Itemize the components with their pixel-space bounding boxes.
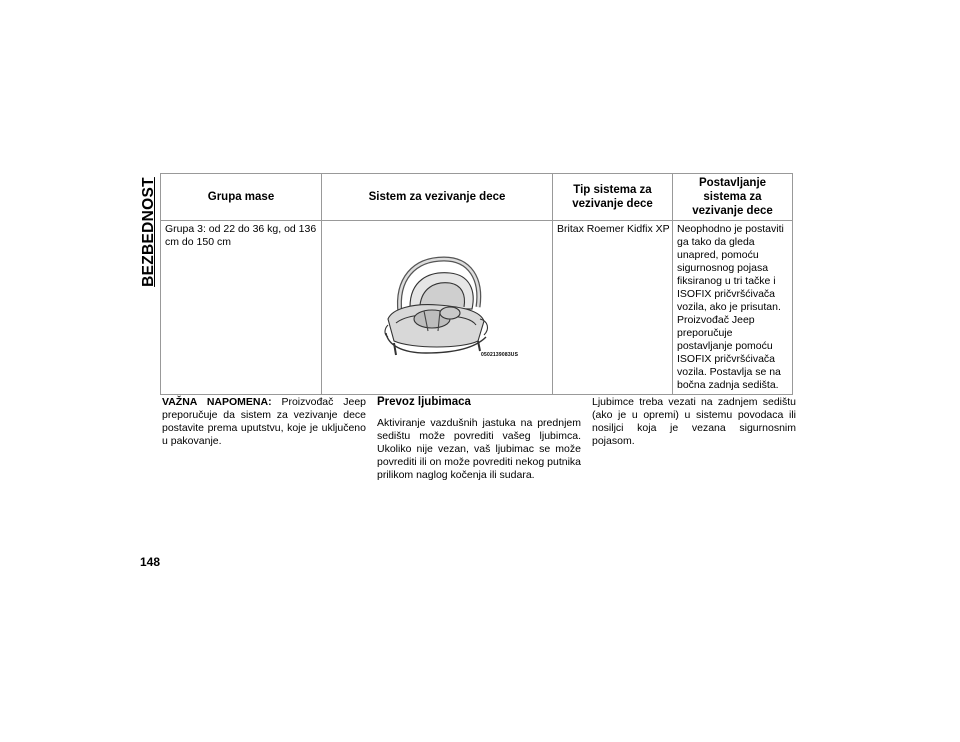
cell-installation: Neophodno je postaviti ga tako da gleda unapred, pomoću sigurnosnog pojasa fiksiranog u tri tačke i ISOFIX pričvršćivača vozila, ako je prisutan. Proizvođač Jeep preporučuje postavljanje pomoću ISOFIX pričvršćivača vozila. Postavlja se na bočna zadnja sedišta. [673,221,793,395]
pets-paragraph: Aktiviranje vazdušnih jastuka na prednjem sedištu može povrediti vašeg ljubimca. Ukoliko nije vezan, vaš ljubimac se može povrediti ili on može povrediti nekog putnika prilikom naglog kočenja ili sudara. [377,417,581,481]
header-mass-group: Grupa mase [161,174,322,221]
pets-heading: Prevoz ljubimaca [377,396,471,408]
table-row [161,221,793,395]
important-note [162,396,366,448]
header-installation: Postavljanje sistema za vezivanje dece [673,174,793,221]
header-system-type: Tip sistema za vezivanje dece [553,174,673,221]
section-title-vertical [138,172,160,292]
page-number: 148 [140,555,161,569]
header-restraint-system: Sistem za vezivanje dece [322,174,553,221]
note-text: Proizvođač Jeep preporučuje da sistem za vezivanje dece postavite prema uputstvu, koje je uključeno u pakovanje. [162,396,366,447]
child-seat-table [160,173,793,395]
pets-paragraph-2: Ljubimce treba vezati na zadnjem sedištu (ako je u opremi) u sistemu povodaca ili nosiljci koja je vezana sigurnosnim pojasom. [592,396,796,447]
cell-seat-image [322,221,553,395]
cell-system-type: Britax Roemer Kidfix XP [553,221,673,395]
note-column [162,396,366,448]
pets-column [377,396,581,482]
pets-column-2 [592,396,796,448]
section-title-text: BEZBEDNOST [140,177,157,287]
table-header-row [161,174,793,221]
image-code: 0502139083US [481,352,519,358]
note-label: VAŽNA NAPOMENA: [162,396,272,408]
cell-mass-group: Grupa 3: od 22 do 36 kg, od 136 cm do 150 cm [161,221,322,395]
child-seat-illustration [366,249,506,359]
